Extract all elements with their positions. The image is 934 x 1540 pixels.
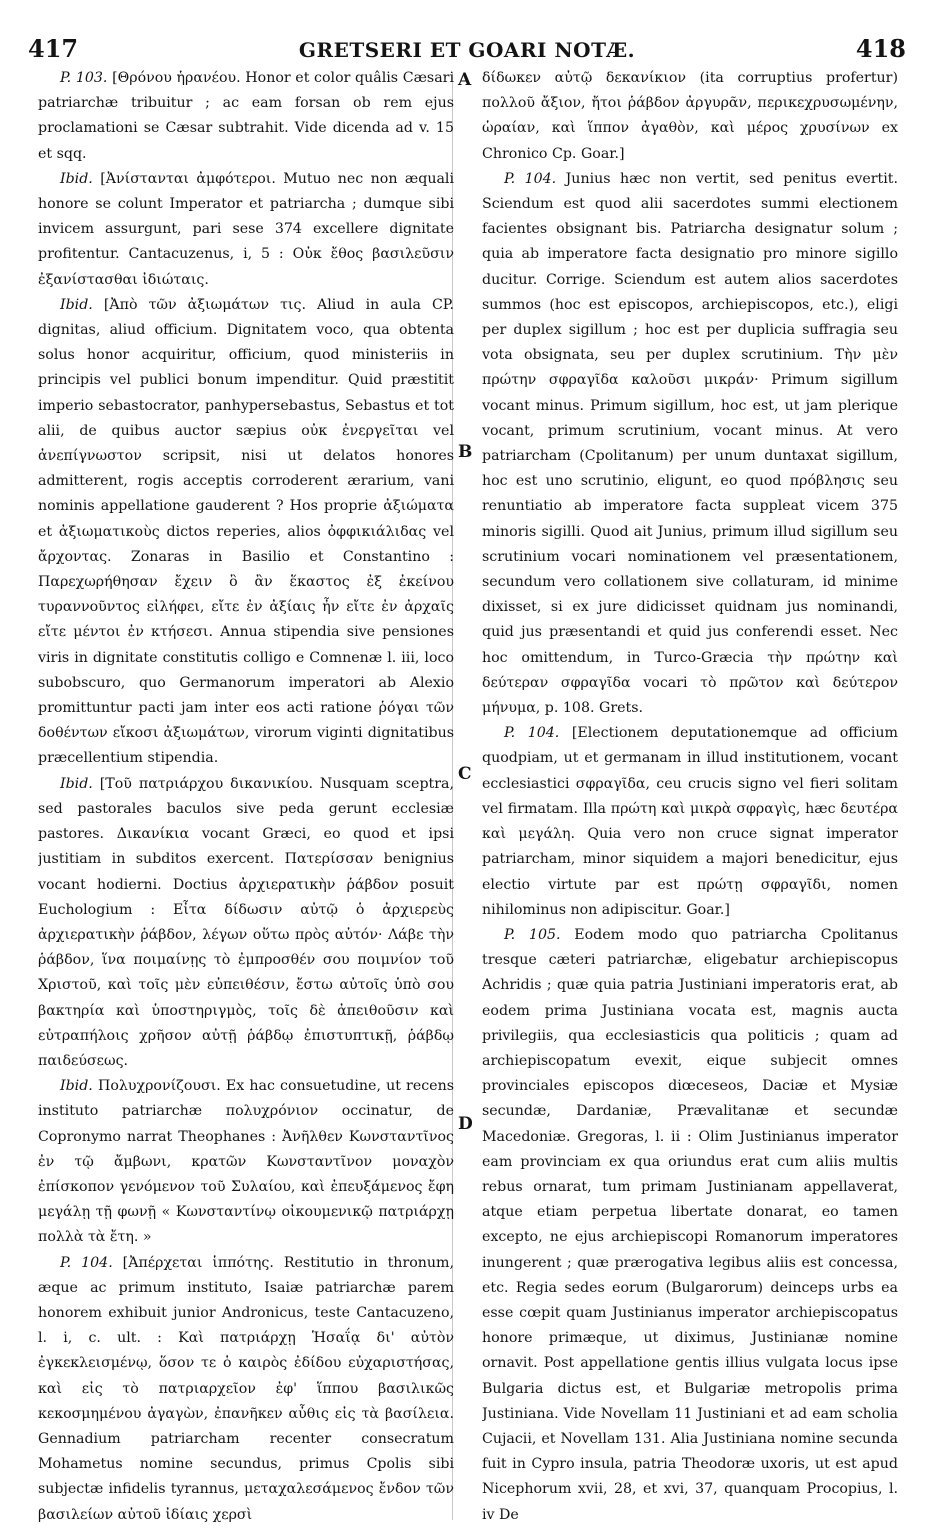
note-text: δίδωκεν αὐτῷ δεκανίκιον (ita corruptius profertur) πολλοῦ ἄξιον, ἤτοι ῥάβδον ἀργυρᾶν, περικεχρυσωμένην, ὡραίαν, καὶ ἵππον ἀγαθὸν, καὶ μέρος χρυσίνων ex Chronico Cp. Goar.] (482, 70, 898, 162)
note-paragraph (482, 167, 898, 721)
note-paragraph (38, 293, 454, 772)
margin-letter-a: A (458, 70, 472, 90)
note-text: [Ἀπὸ τῶν ἀξιωμάτων τις. Aliud in aula CP. dignitas, aliud officium. Dignitatem voco, qua obtenta solus honor acquiritur, officium, quod ministeriis in principis vel publici bonum impenditur. Quid præstitit imperio sebastocrator, panhypersebastus, Sebastus et tot alii, de quibus auctor sæpius οὐκ ἐνεργεῖται vel ἀνεπίγνωστον scripsit, nisi ut delatos honores admitterent, rogis acceptis corroderent ærarium, vani nominis appellatione gauderent ? Hos proprie ἀξιώματα et ἀξιωματικοὺς dictos reperies, alios ὀφφικιάλιδας vel ἄρχοντας. Zonaras in Basilio et Constantino : Παρεχωρήθησαν ἔχειν ὃ ἂν ἕκαστος ἐξ ἐκείνου τυραννοῦντος εἰλήφει, εἴτε ἐν ἀξίαις ἦν εἴτε ἐν ἀρχαῖς εἴτε μέντοι ἐν κτήσεσι. Annua stipendia sive pensiones viris in dignitate constitutis colligo e Comnenæ l. iii, loco subobscuro, quo Germanorum imperatori ab Alexio promittuntur pacti jam inter eos acti ratione ῥόγαι τῶν δοθέντων εἴκοσι ἀξιωμάτων, virorum viginti dignitatibus præcellentium stipendia. (38, 296, 454, 767)
note-text: [Ἀνίστανται ἀμφότεροι. Mutuo nec non æquali honore se colunt Imperator et patriarcha ; dumque sibi invicem assurgunt, pari sese 374 excellere dignitate profitentur. Cantacuzenus, i, 5 : Οὐκ ἔθος βασιλεῦσιν ἐξανίστασθαι ἰδιώταις. (38, 170, 454, 288)
note-text: Πολυχρονίζουσι. Ex hac consuetudine, ut recens instituto patriarchæ πολυχρόνιον occinatur, de Copronymo narrat Theophanes : Ἀνῆλθεν Κωνσταντῖνος ἐν τῷ ἄμβωνι, κρατῶν Κωνσταντῖνον μοναχὸν ἐπίσκοπον γενόμενον τοῦ Συλαίου, καὶ ἐπευξάμενος ἔφη μεγάλῃ τῇ φωνῇ « Κωνσταντίνῳ οἰκουμενικῷ πατριάρχῃ πολλὰ τὰ ἔτη. » (38, 1078, 454, 1246)
note-lead: Ibid. (60, 170, 93, 187)
page-number-left: 417 (28, 34, 79, 63)
note-paragraph (38, 66, 454, 167)
note-lead: Ibid. (60, 1078, 93, 1095)
note-text: [Electionem deputationemque ad officium quodpiam, ut et germanam in illud institutionem, vocant ecclesiastici σφραγῖδα, ceu crucis signo vel fieri solitam vel firmatam. Illa πρώτη καὶ μικρὰ σφραγὶς, hæc δευτέρα καὶ μεγάλη. Quia vero non cruce signat imperator patriarcham, minor siquidem a majori benedicitur, ejus electio virtute par est πρώτῃ σφραγῖδι, nomen nihilominus non adipiscitur. Goar.] (482, 725, 898, 918)
note-text: [Ἀπέρχεται ἱππότης. Restitutio in thronum, æque ac primum instituto, Isaiæ patriarchæ parem honorem exhibuit junior Andronicus, teste Cantacuzeno, l. i, c. ult. : Καὶ πατριάρχῃ Ἡσαΐᾳ δι' αὐτὸν ἐγκεκλεισμένῳ, ὅσον τε ὁ καιρὸς ἐδίδου εὐχαριστήσας, καὶ εἰς τὸ πατριαρχεῖον ἐφ' ἵππου βασιλικῶς κεκοσμημένου ἀγαγὼν, ἐπανῆκεν αὖθις εἰς τὰ βασίλεια. Gennadium patriarcham recenter consecratum Mohametus nomine secundus, primus Cpolis sibi subjectæ infidelis tyrannus, μεταχαλεσάμενος ἔνδον τῶν βασιλείων αὐτοῦ ἰδίαις χερσὶ (38, 1254, 454, 1522)
note-lead: Ibid. (60, 775, 93, 792)
note-paragraph (38, 1251, 454, 1522)
margin-letter-c: C (458, 764, 472, 784)
note-text: [Θρόνου ἡρανέου. Honor et color quâlis Cæsari patriarchæ tribuitur ; ac eam forsan ob rem ejus proclamationi se Cæsar subtrahit. Vide dicenda ad v. 15 et sqq. (38, 70, 454, 162)
page-number-right: 418 (855, 34, 906, 63)
note-paragraph (38, 772, 454, 1074)
note-lead: Ibid. (60, 296, 93, 313)
margin-letter-d: D (458, 1114, 473, 1134)
note-text: Eodem modo quo patriarcha Cpolitanus tresque cæteri patriarchæ, eligebatur archiepiscopus Achridis ; quæ quia patria Justiniani imperatoris erat, ab eodem prima Justiniana vocata est, magnis aucta privilegiis, qua ecclesiasticis qua politicis ; quam ad archiepiscopatum evexit, eique subjecit omnes provinciales episcopos diœceseos, Daciæ et Mysiæ secundæ, Dardaniæ, Prævalitanæ et secundæ Macedoniæ. Gregoras, l. ii : Olim Justinianus imperator eam provinciam ex qua oriundus erat cum aliis multis rebus ornarat, tum primam Justinianam appellaverat, atque etiam perpetua libertate donarat, eo tamen excepto, ne ejus archiepiscopi Romanorum imperatores inungerent ; quæ prærogativa legibus aliis est concessa, etc. Regia sedes eorum (Bulgarorum) deinceps urbs ea esse cœpit quam Justinianus imperator archiepiscopatus honore primæque, ut diximus, Justinianæ nomine ornavit. Post appellatione gentis illius vulgata locus ipse Bulgaria dictus est, et Bulgariæ metropolis prima Justiniana. Vide Novellam 11 Justiniani et ad eam scholia Cujacii, et Novellam 131. Alia Justiniana nomine secunda fuit in Cypro insula, patria Theodoræ uxoris, ut est apud Nicephorum xvii, 28, et xvi, 37, quanquam Procopius, l. iv De (482, 926, 898, 1522)
left-column (38, 66, 454, 1522)
running-title: GRETSERI ET GOARI NOTÆ. (298, 38, 636, 62)
note-lead: P. 104. (60, 1254, 113, 1271)
note-paragraph (482, 923, 898, 1522)
note-lead: P. 104. (504, 725, 560, 742)
note-text: [Τοῦ πατριάρχου δικανικίου. Nusquam sceptra, sed pastorales baculos sive peda gerunt ecclesiæ pastores. Δικανίκια vocant Græci, eo quod et ipsi justitiam in subditos exercent. Πατερίσσαν benignius vocant hodierni. Doctius ἀρχιερατικὴν ῥάβδον posuit Euchologium : Εἶτα δίδωσιν αὐτῷ ὁ ἀρχιερεὺς ἀρχιερατικὴν ῥάβδον, λέγων οὕτω πρὸς αὐτόν· Λάβε τὴν ῥάβδον, ἵνα ποιμαίνῃς τὸ ἐμπροσθέν σου ποιμνίον τοῦ Χριστοῦ, καὶ τοῖς μὲν εὐπειθέσιν, ἔστω αὐτοῖς ὑπὸ σου βακτηρία καὶ ὑποστηριγμὸς, τοῖς δὲ ἀπειθοῦσιν καὶ εὐτραπήλοις χρῆσον αὐτῇ ῥάβδῳ ἐπιστυπτικῇ, ῥάβδῳ παιδεύσεως. (38, 775, 454, 1069)
right-column (482, 66, 898, 1522)
note-lead: P. 104. (504, 170, 557, 187)
note-paragraph (482, 721, 898, 923)
note-paragraph-continued (482, 66, 898, 167)
page-header (28, 26, 906, 66)
note-text: Junius hæc non vertit, sed penitus evertit. Sciendum est quod alii sacerdotes summi electionem facientes obsignant bis. Patriarcha designatur solum ; quia ab imperatore facta designatio pro minore sigillo ducitur. Corrige. Sciendum est autem alios sacerdotes summos (hoc est episcopos, archiepiscopos, etc.), eligi per duplex sigillum ; hoc est per duplicia suffragia seu vota obsignata, seu per duplex scrutinium. Τὴν μὲν πρώτην σφραγῖδα καλοῦσι μικράν· Primum sigillum vocant minus. Primum sigillum, hoc est, ut jam plerique vocant, primum scrutinium, vocant minus. At vero patriarcham (Cpolitanum) per unum duntaxat sigillum, hoc est uno scrutinio, eligunt, eo quod πρόβλησις seu renuntiatio ab imperatore facta suppleat vicem 375 minoris sigilli. Quod ait Junius, primum illud sigillum seu scrutinium vocari nominationem vel præsentationem, secundum vero collationem sive collaturam, id minime dixisset, si ex jure didicisset quidnam jus nominandi, quid jus præsentandi et quid jus conferendi esset. Nec hoc omittendum, in Turco-Græcia τὴν πρώτην καὶ δεύτεραν σφραγῖδα vocari τὸ πρῶτον καὶ δεύτερον μήνυμα, p. 108. Grets. (482, 170, 898, 717)
note-lead: P. 103. (60, 70, 108, 86)
note-paragraph (38, 167, 454, 293)
margin-letter-b: B (458, 442, 473, 462)
note-paragraph (38, 1074, 454, 1250)
note-lead: P. 105. (504, 926, 561, 943)
